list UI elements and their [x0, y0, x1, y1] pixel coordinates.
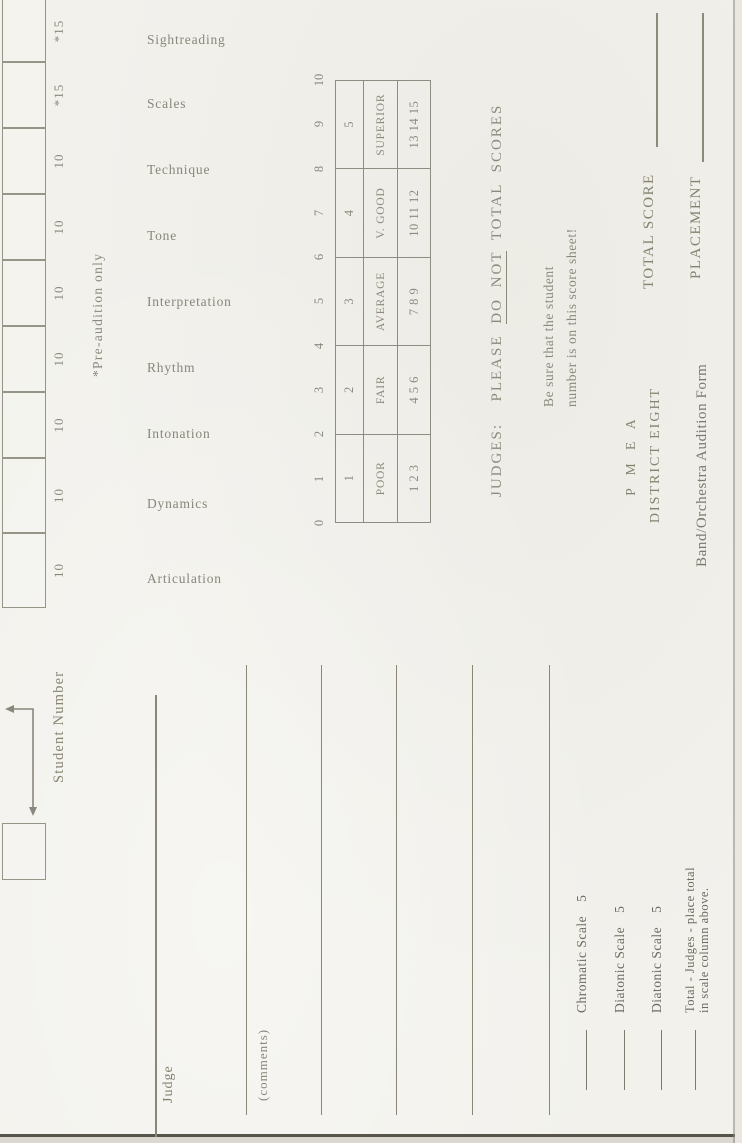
paper-bottom-shadow: [735, 0, 742, 1143]
score-max-label: *15: [51, 83, 66, 107]
comment-line: [246, 665, 247, 1115]
checklist-blank-line: [695, 1030, 696, 1090]
score-box-tone: [2, 194, 46, 260]
checklist-item-points: 5: [574, 894, 589, 902]
checklist-item-label: [683, 867, 711, 1013]
score-box-dynamics: [2, 458, 46, 533]
judges-note: [489, 104, 506, 497]
scale-tick-label: 8: [312, 165, 326, 173]
district-name: DISTRICT EIGHT: [648, 386, 663, 524]
category-label-sightreading: Sightreading: [147, 32, 226, 47]
scale-tick-label: 3: [312, 386, 326, 394]
rating-points-cell: 13 14 15: [406, 100, 421, 149]
checklist-item-name: Chromatic Scale: [574, 915, 589, 1013]
category-label-technique: Technique: [147, 162, 211, 177]
judge-label: Judge: [161, 1065, 176, 1103]
comment-line: [321, 665, 322, 1115]
checklist-item-name: Diatonic Scale: [612, 926, 627, 1013]
rating-label-cell: FAIR: [364, 345, 397, 433]
placement-label: PLACEMENT: [688, 175, 704, 279]
category-label-interpretation: Interpretation: [147, 294, 232, 309]
checklist-blank-line: [661, 1030, 662, 1090]
rating-label-cell: V. GOOD: [364, 168, 397, 256]
rating-label-cell: SUPERIOR: [374, 93, 387, 156]
judges-note-emphasized: DO NOT: [489, 250, 505, 324]
reminder-line-2: number is on this score sheet!: [564, 228, 579, 407]
checklist-item-label: [574, 895, 590, 1013]
scale-tick-label: 10: [312, 73, 326, 87]
rating-level-points-row: [398, 81, 430, 522]
checklist-blank-line: [624, 1030, 625, 1090]
score-max-label: 10: [51, 351, 66, 367]
rating-level-labels-row: [364, 81, 398, 522]
scale-tick-label: 9: [312, 120, 326, 128]
student-number-box: [2, 823, 46, 880]
scale-tick-label: 6: [312, 253, 326, 261]
category-label-dynamics: Dynamics: [147, 496, 209, 511]
reminder-line-1: Be sure that the student: [541, 265, 556, 407]
rating-number-cell: 5: [342, 121, 356, 128]
scale-tick-label: 1: [312, 475, 326, 483]
total-score-label: TOTAL SCORE: [641, 173, 657, 289]
checklist-item-name: Diatonic Scale: [649, 926, 664, 1013]
rating-label-cell: POOR: [364, 434, 397, 522]
scan-edge-background: [0, 1137, 742, 1143]
checklist-item-points: 5: [612, 905, 627, 913]
bent-arrow-icon: [1, 699, 43, 821]
score-box-articulation: [2, 533, 46, 608]
score-box-intonation: [2, 392, 46, 458]
page-edge-line: [0, 1134, 742, 1137]
rating-scale-ticks: [312, 73, 329, 527]
category-label-tone: Tone: [147, 228, 177, 243]
rating-level-numbers-row: [336, 81, 364, 522]
score-box-scales: [2, 62, 46, 128]
score-max-label: 10: [51, 285, 66, 301]
score-box-sightreading: [2, 0, 46, 62]
scale-tick-label: 0: [312, 519, 326, 527]
category-label-articulation: Articulation: [147, 571, 222, 586]
judge-signature-line: [155, 695, 157, 1137]
score-max-label: 10: [51, 488, 66, 503]
checklist-blank-line: [586, 1030, 587, 1090]
comment-line: [549, 665, 550, 1115]
org-block: [623, 367, 664, 543]
checklist-item-line2: in scale column above.: [697, 887, 711, 1013]
comments-label: (comments): [255, 1028, 270, 1101]
rating-number-cell: 2: [336, 345, 363, 433]
placement-blank-line: [702, 13, 704, 162]
category-label-intonation: Intonation: [147, 426, 211, 441]
score-box-rhythm: [2, 326, 46, 392]
score-box-technique: [2, 128, 46, 194]
checklist-item-points: 5: [649, 905, 664, 913]
scale-tick-label: 2: [312, 430, 326, 438]
total-score-blank-line: [656, 13, 658, 147]
comment-line: [472, 665, 473, 1115]
scale-tick-label: 7: [312, 209, 326, 217]
judges-note-suffix: TOTAL SCORES: [489, 103, 505, 251]
scale-tick-label: 4: [312, 342, 326, 350]
score-max-label: 10: [51, 563, 66, 578]
student-number-label: Student Number: [51, 670, 67, 783]
score-max-label: 10: [51, 417, 66, 433]
comment-line: [396, 665, 397, 1115]
rating-number-cell: 3: [336, 257, 363, 345]
checklist-item-label: [612, 906, 628, 1013]
scale-tick-label: 5: [312, 297, 326, 305]
score-max-label: 10: [51, 153, 66, 169]
rating-points-cell: 7 8 9: [398, 257, 430, 345]
rating-points-cell: 1 2 3: [398, 434, 430, 522]
rating-points-cell: 10 11 12: [398, 168, 430, 256]
score-max-label: *15: [51, 19, 66, 43]
checklist-item-label: [649, 906, 665, 1013]
rating-number-cell: 1: [336, 434, 363, 522]
rating-label-cell: AVERAGE: [364, 257, 397, 345]
score-box-interpretation: [2, 260, 46, 326]
form-title: Band/Orchestra Audition Form: [694, 363, 710, 567]
rating-number-cell: 4: [336, 168, 363, 256]
judges-note-prefix: JUDGES: PLEASE: [489, 323, 505, 497]
checklist-item-line1: Total - Judges - place total: [683, 866, 697, 1013]
student-number-reminder: [537, 228, 583, 407]
org-name: P M E A: [623, 414, 638, 496]
category-label-rhythm: Rhythm: [147, 360, 196, 375]
category-label-scales: Scales: [147, 96, 187, 111]
rating-guide-table: [335, 80, 431, 523]
rating-points-cell: 4 5 6: [398, 345, 430, 433]
score-max-label: 10: [51, 219, 66, 235]
pre-audition-note: *Pre-audition only: [90, 252, 105, 377]
